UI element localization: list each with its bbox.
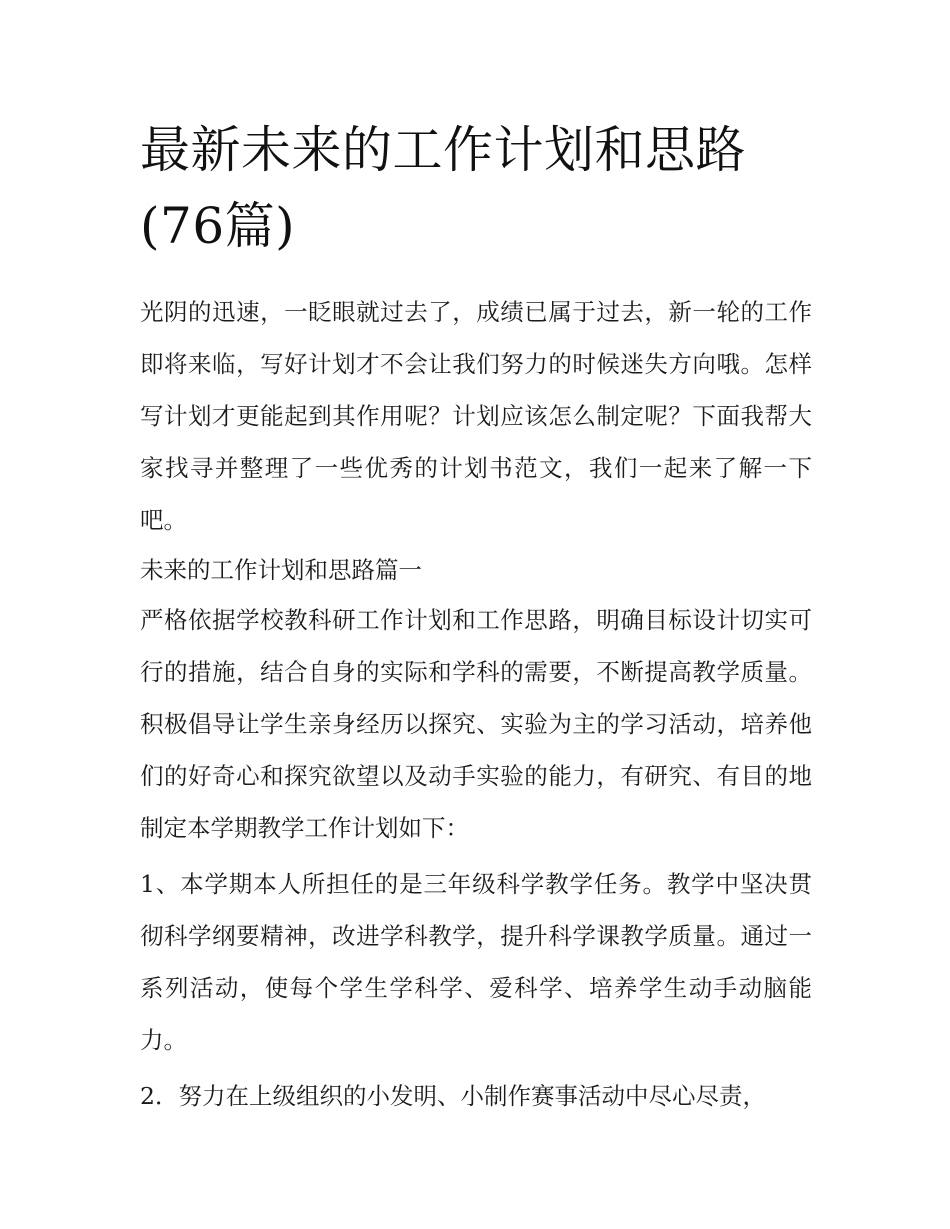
list-item: 1、本学期本人所担任的是三年级科学教学任务。教学中坚决贯彻科学纲要精神，改进学科教学，提升科学课教学质量。通过一系列活动，使每个学生学科学、爱科学、培养学生动手动脑能力。 [140, 870, 812, 1054]
section-heading: 未来的工作计划和思路篇一 [140, 556, 422, 584]
list-item: 2．努力在上级组织的小发明、小制作赛事活动中尽心尽责， [140, 1082, 766, 1110]
section-paragraph: 严格依据学校教科研工作计划和工作思路，明确目标设计切实可行的措施，结合自身的实际和学科的需要，不断提高教学质量。积极倡导让学生亲身经历以探究、实验为主的学习活动，培养他们的好奇心和探究欲望以及动手实验的能力，有研究、有目的地制定本学期教学工作计划如下： [140, 606, 812, 842]
document-page [140, 112, 812, 1122]
intro-paragraph: 光阴的迅速，一眨眼就过去了，成绩已属于过去，新一轮的工作即将来临，写好计划才不会让我们努力的时候迷失方向哦。怎样写计划才更能起到其作用呢？计划应该怎么制定呢？下面我帮大家找寻并整理了一些优秀的计划书范文，我们一起来了解一下吧。 [140, 298, 812, 534]
document-title: 最新未来的工作计划和思路(76篇) [140, 121, 746, 255]
